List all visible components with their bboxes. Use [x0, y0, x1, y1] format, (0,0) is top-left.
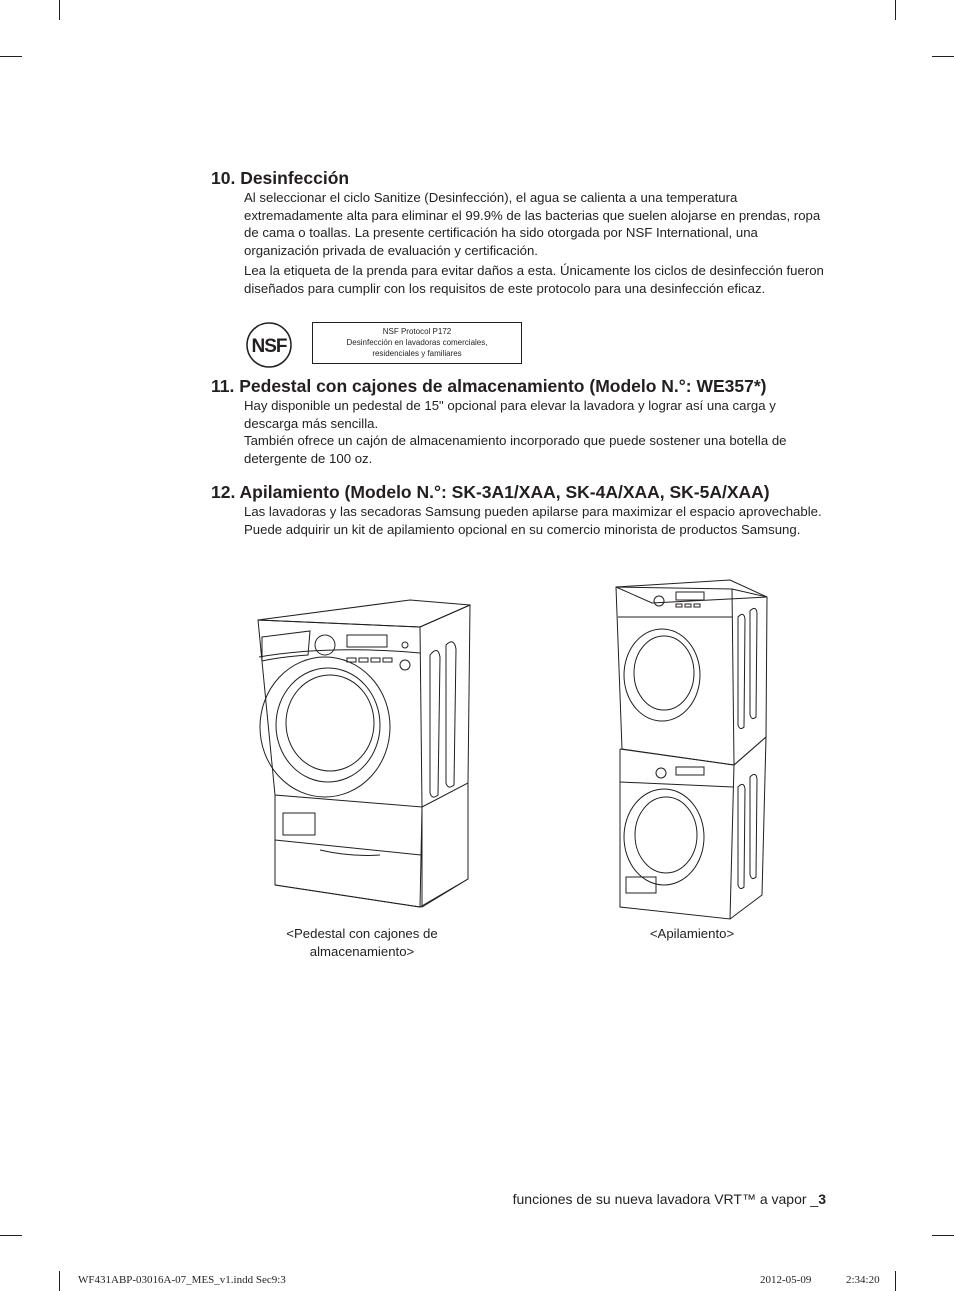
slug-file-info: WF431ABP-03016A-07_MES_v1.indd Sec9:3 [78, 1274, 286, 1286]
caption-stacking: <Apilamiento> [649, 926, 735, 941]
crop-mark [932, 1235, 954, 1236]
page-footer [513, 1191, 826, 1207]
nsf-certification-box [312, 322, 522, 364]
section-title-disinfection: 10. Desinfección [211, 168, 350, 188]
section-title-pedestal: 11. Pedestal con cajones de almacenamiento (Modelo N.°: WE357*) [211, 376, 767, 396]
disinfection-paragraph-1: Al seleccionar el ciclo Sanitize (Desinfección), el agua se calienta a una temperatura extremadamente alta para eliminar el 99.9% de las bacterias que suelen alojarse en prendas, ropa de cama o toallas. La presente certificación ha sido otorgada por NSF International, una organización privada de evaluación y certificación. [244, 190, 821, 258]
nsf-logo-text: NSF [251, 336, 287, 357]
crop-mark [59, 0, 60, 20]
pedestal-paragraph-1: Hay disponible un pedestal de 15" opcional para elevar la lavadora y lograr así una carga y descarga más sencilla. [244, 398, 776, 431]
crop-mark [0, 1235, 22, 1236]
caption-pedestal: <Pedestal con cajones de almacenamiento> [286, 926, 438, 959]
footer-text: funciones de su nueva lavadora VRT™ a vapor _ [512, 1191, 819, 1207]
crop-mark [895, 1271, 896, 1291]
nsf-box-line: residenciales y familiares [372, 349, 462, 358]
page-number: 3 [818, 1191, 826, 1207]
stacked-units-illustration [612, 577, 772, 922]
pedestal-paragraph-2: También ofrece un cajón de almacenamiento incorporado que puede sostener una botella de detergente de 100 oz. [244, 433, 787, 466]
nsf-logo [245, 320, 297, 370]
disinfection-paragraph-2: Lea la etiqueta de la prenda para evitar daños a esta. Únicamente los ciclos de desinfección fueron diseñados para cumplir con los requisitos de este protocolo para una desinfección eficaz. [244, 263, 824, 296]
nsf-box-line: NSF Protocol P172 [382, 327, 452, 336]
pedestal-washer-illustration [250, 595, 475, 915]
crop-mark [932, 56, 954, 57]
nsf-box-line: Desinfección en lavadoras comerciales, [346, 338, 488, 347]
section-title-stacking: 12. Apilamiento (Modelo N.°: SK-3A1/XAA, SK-4A/XAA, SK-5A/XAA) [211, 482, 770, 502]
slug-time: 2:34:20 [846, 1274, 880, 1286]
crop-mark [895, 0, 896, 20]
crop-mark [59, 1271, 60, 1291]
slug-date: 2012-05-09 [760, 1274, 812, 1286]
crop-mark [0, 56, 22, 57]
stacking-paragraph-1: Las lavadoras y las secadoras Samsung pueden apilarse para maximizar el espacio aprovechable. Puede adquirir un kit de apilamiento opcional en su comercio minorista de productos Samsung. [244, 504, 822, 537]
